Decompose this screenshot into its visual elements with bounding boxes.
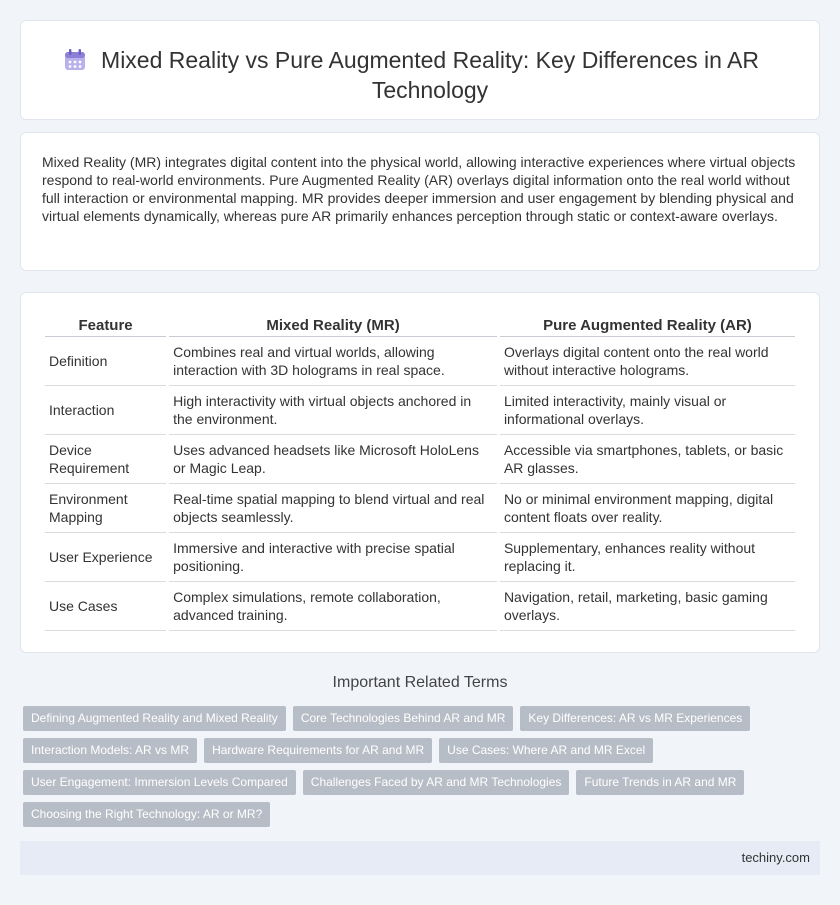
mr-cell: Uses advanced headsets like Microsoft HoloLens or Magic Leap. bbox=[169, 435, 497, 484]
tag-row bbox=[23, 802, 823, 827]
header-pure-ar: Pure Augmented Reality (AR) bbox=[500, 315, 795, 337]
table-row bbox=[45, 435, 795, 484]
intro-card bbox=[20, 132, 820, 271]
mr-cell: Complex simulations, remote collaboration, advanced training. bbox=[169, 582, 497, 631]
header-mixed-reality: Mixed Reality (MR) bbox=[169, 315, 497, 337]
tag-row bbox=[23, 706, 823, 731]
related-term-tag[interactable]: Key Differences: AR vs MR Experiences bbox=[520, 706, 750, 731]
related-term-tag[interactable]: Challenges Faced by AR and MR Technologies bbox=[303, 770, 570, 795]
mr-cell: Combines real and virtual worlds, allowing interaction with 3D holograms in real space. bbox=[169, 337, 497, 386]
page-title: Mixed Reality vs Pure Augmented Reality: Key Differences in AR Technology bbox=[101, 47, 759, 103]
tag-row bbox=[23, 738, 823, 763]
comparison-table-card bbox=[20, 292, 820, 653]
title-card bbox=[20, 20, 820, 120]
ar-cell: Accessible via smartphones, tablets, or basic AR glasses. bbox=[500, 435, 795, 484]
related-terms-heading: Important Related Terms bbox=[332, 674, 508, 691]
related-term-tag[interactable]: Use Cases: Where AR and MR Excel bbox=[439, 738, 653, 763]
related-term-tag[interactable]: Hardware Requirements for AR and MR bbox=[204, 738, 432, 763]
related-term-tag[interactable]: Interaction Models: AR vs MR bbox=[23, 738, 197, 763]
feature-cell: Environment Mapping bbox=[45, 484, 166, 533]
related-term-tag[interactable]: Future Trends in AR and MR bbox=[576, 770, 744, 795]
feature-cell: Interaction bbox=[45, 386, 166, 435]
ar-cell: Supplementary, enhances reality without replacing it. bbox=[500, 533, 795, 582]
ar-cell: Limited interactivity, mainly visual or informational overlays. bbox=[500, 386, 795, 435]
table-row bbox=[45, 582, 795, 631]
feature-cell: Definition bbox=[45, 337, 166, 386]
comparison-table bbox=[42, 315, 798, 631]
feature-cell: Use Cases bbox=[45, 582, 166, 631]
table-row bbox=[45, 386, 795, 435]
related-term-tag[interactable]: Defining Augmented Reality and Mixed Reality bbox=[23, 706, 286, 731]
mr-cell: Real-time spatial mapping to blend virtual and real objects seamlessly. bbox=[169, 484, 497, 533]
footer-site-link[interactable]: techiny.com bbox=[741, 850, 810, 865]
mr-cell: High interactivity with virtual objects anchored in the environment. bbox=[169, 386, 497, 435]
intro-paragraph: Mixed Reality (MR) integrates digital content into the physical world, allowing interactive experiences where virtual objects respond to real-world environments. Pure Augmented Reality (AR) overlays digital information onto the real world without full interaction or environmental mapping. MR provides deeper immersion and user engagement by blending physical and virtual elements dynamically, whereas pure AR primarily enhances perception through static or context-aware overlays. bbox=[42, 154, 796, 224]
related-term-tag[interactable]: User Engagement: Immersion Levels Compared bbox=[23, 770, 296, 795]
ar-cell: Navigation, retail, marketing, basic gaming overlays. bbox=[500, 582, 795, 631]
related-term-tag[interactable]: Core Technologies Behind AR and MR bbox=[293, 706, 514, 731]
mr-cell: Immersive and interactive with precise spatial positioning. bbox=[169, 533, 497, 582]
table-row bbox=[45, 533, 795, 582]
feature-cell: User Experience bbox=[45, 533, 166, 582]
table-row bbox=[45, 484, 795, 533]
tag-row bbox=[23, 770, 823, 795]
related-term-tag[interactable]: Choosing the Right Technology: AR or MR? bbox=[23, 802, 270, 827]
feature-cell: Device Requirement bbox=[45, 435, 166, 484]
footer bbox=[20, 841, 820, 875]
table-row bbox=[45, 337, 795, 386]
header-feature: Feature bbox=[45, 315, 166, 337]
ar-cell: Overlays digital content onto the real world without interactive holograms. bbox=[500, 337, 795, 386]
ar-cell: No or minimal environment mapping, digital content floats over reality. bbox=[500, 484, 795, 533]
table-header-row bbox=[45, 315, 795, 337]
related-terms-list bbox=[23, 706, 823, 834]
